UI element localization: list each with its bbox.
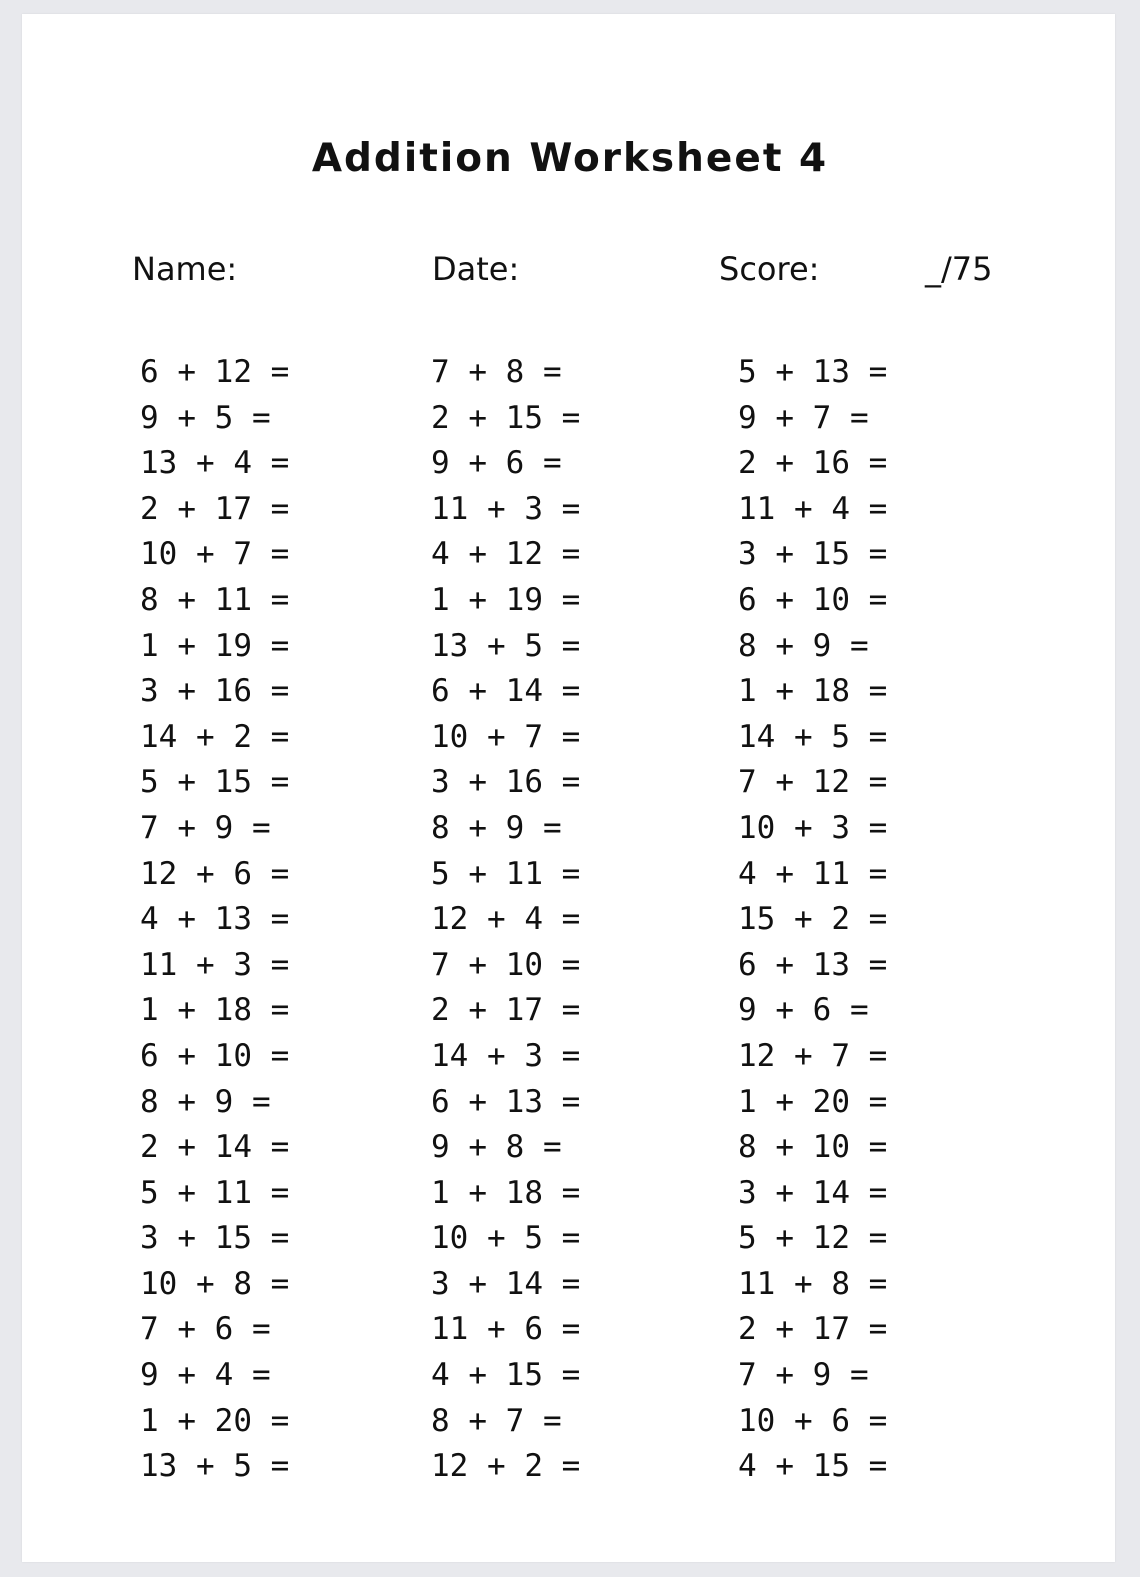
problem-item: 14 + 3 =: [431, 1037, 581, 1074]
problem-item: 4 + 15 =: [738, 1448, 888, 1485]
problem-item: 6 + 13 =: [431, 1083, 581, 1120]
problem-item: 4 + 13 =: [140, 901, 290, 938]
problem-item: 9 + 8 =: [431, 1129, 562, 1166]
problem-item: 7 + 6 =: [140, 1311, 271, 1348]
worksheet-title: Addition Worksheet 4: [311, 136, 829, 181]
problem-item: 10 + 8 =: [140, 1265, 290, 1302]
problem-item: 5 + 11 =: [431, 855, 581, 892]
problem-item: 14 + 5 =: [738, 718, 888, 755]
worksheet-page: [22, 14, 1115, 1562]
problem-item: 3 + 14 =: [738, 1174, 888, 1211]
problem-item: 5 + 13 =: [738, 354, 888, 390]
problem-item: 2 + 14 =: [140, 1129, 290, 1166]
problem-item: 5 + 15 =: [140, 764, 290, 801]
score-label: Score:: [719, 250, 820, 288]
problem-item: 10 + 6 =: [738, 1402, 888, 1439]
problem-item: 5 + 12 =: [738, 1220, 888, 1257]
problem-item: 6 + 12 =: [140, 354, 290, 390]
problem-item: 3 + 16 =: [140, 673, 290, 710]
problem-item: 6 + 13 =: [738, 946, 888, 983]
problem-item: 8 + 7 =: [431, 1402, 562, 1439]
problem-item: 10 + 3 =: [738, 809, 888, 846]
problem-item: 1 + 18 =: [738, 673, 888, 710]
problem-item: 14 + 2 =: [140, 718, 290, 755]
problem-item: 4 + 15 =: [431, 1357, 581, 1394]
date-label: Date:: [432, 250, 520, 288]
problem-item: 1 + 18 =: [140, 992, 290, 1029]
problem-item: 2 + 17 =: [431, 992, 581, 1029]
problem-item: 11 + 3 =: [140, 946, 290, 983]
problem-item: 9 + 7 =: [738, 399, 869, 436]
problem-item: 7 + 8 =: [431, 354, 562, 390]
problem-item: 2 + 17 =: [738, 1311, 888, 1348]
problem-item: 4 + 12 =: [431, 536, 581, 573]
problem-item: 1 + 20 =: [738, 1083, 888, 1120]
problem-item: 9 + 5 =: [140, 399, 271, 436]
problem-column-3: [738, 350, 887, 1490]
problem-item: 9 + 6 =: [431, 445, 562, 482]
problem-item: 9 + 6 =: [738, 992, 869, 1029]
problem-item: 13 + 5 =: [431, 627, 581, 664]
problem-column-1: [140, 350, 289, 1490]
problem-item: 11 + 4 =: [738, 490, 888, 527]
problem-item: 6 + 14 =: [431, 673, 581, 710]
problem-item: 13 + 5 =: [140, 1448, 290, 1485]
problem-item: 13 + 4 =: [140, 445, 290, 482]
problem-item: 8 + 11 =: [140, 581, 290, 618]
problem-item: 1 + 19 =: [140, 627, 290, 664]
problem-item: 12 + 4 =: [431, 901, 581, 938]
problem-item: 1 + 18 =: [431, 1174, 581, 1211]
problem-item: 4 + 11 =: [738, 855, 888, 892]
problem-item: 11 + 6 =: [431, 1311, 581, 1348]
problem-item: 3 + 15 =: [738, 536, 888, 573]
problem-item: 3 + 16 =: [431, 764, 581, 801]
problem-item: 6 + 10 =: [140, 1037, 290, 1074]
problem-item: 8 + 10 =: [738, 1129, 888, 1166]
problem-item: 1 + 19 =: [431, 581, 581, 618]
problem-item: 2 + 16 =: [738, 445, 888, 482]
problem-item: 11 + 8 =: [738, 1265, 888, 1302]
problem-item: 7 + 12 =: [738, 764, 888, 801]
problem-item: 1 + 20 =: [140, 1402, 290, 1439]
problem-item: 3 + 15 =: [140, 1220, 290, 1257]
problem-item: 10 + 7 =: [431, 718, 581, 755]
problem-item: 10 + 5 =: [431, 1220, 581, 1257]
problem-item: 11 + 3 =: [431, 490, 581, 527]
problem-item: 10 + 7 =: [140, 536, 290, 573]
problem-item: 15 + 2 =: [738, 901, 888, 938]
problem-item: 9 + 4 =: [140, 1357, 271, 1394]
problem-item: 8 + 9 =: [140, 1083, 271, 1120]
problem-item: 6 + 10 =: [738, 581, 888, 618]
name-label: Name:: [132, 250, 238, 288]
problem-item: 12 + 7 =: [738, 1037, 888, 1074]
problem-item: 12 + 2 =: [431, 1448, 581, 1485]
problem-column-2: [431, 350, 580, 1490]
problem-item: 5 + 11 =: [140, 1174, 290, 1211]
problem-item: 3 + 14 =: [431, 1265, 581, 1302]
problem-item: 8 + 9 =: [738, 627, 869, 664]
problem-item: 2 + 17 =: [140, 490, 290, 527]
problem-item: 8 + 9 =: [431, 809, 562, 846]
problem-item: 7 + 9 =: [738, 1357, 869, 1394]
problem-item: 2 + 15 =: [431, 399, 581, 436]
score-value: _/75: [925, 250, 993, 288]
problem-item: 12 + 6 =: [140, 855, 290, 892]
problem-item: 7 + 9 =: [140, 809, 271, 846]
problem-item: 7 + 10 =: [431, 946, 581, 983]
